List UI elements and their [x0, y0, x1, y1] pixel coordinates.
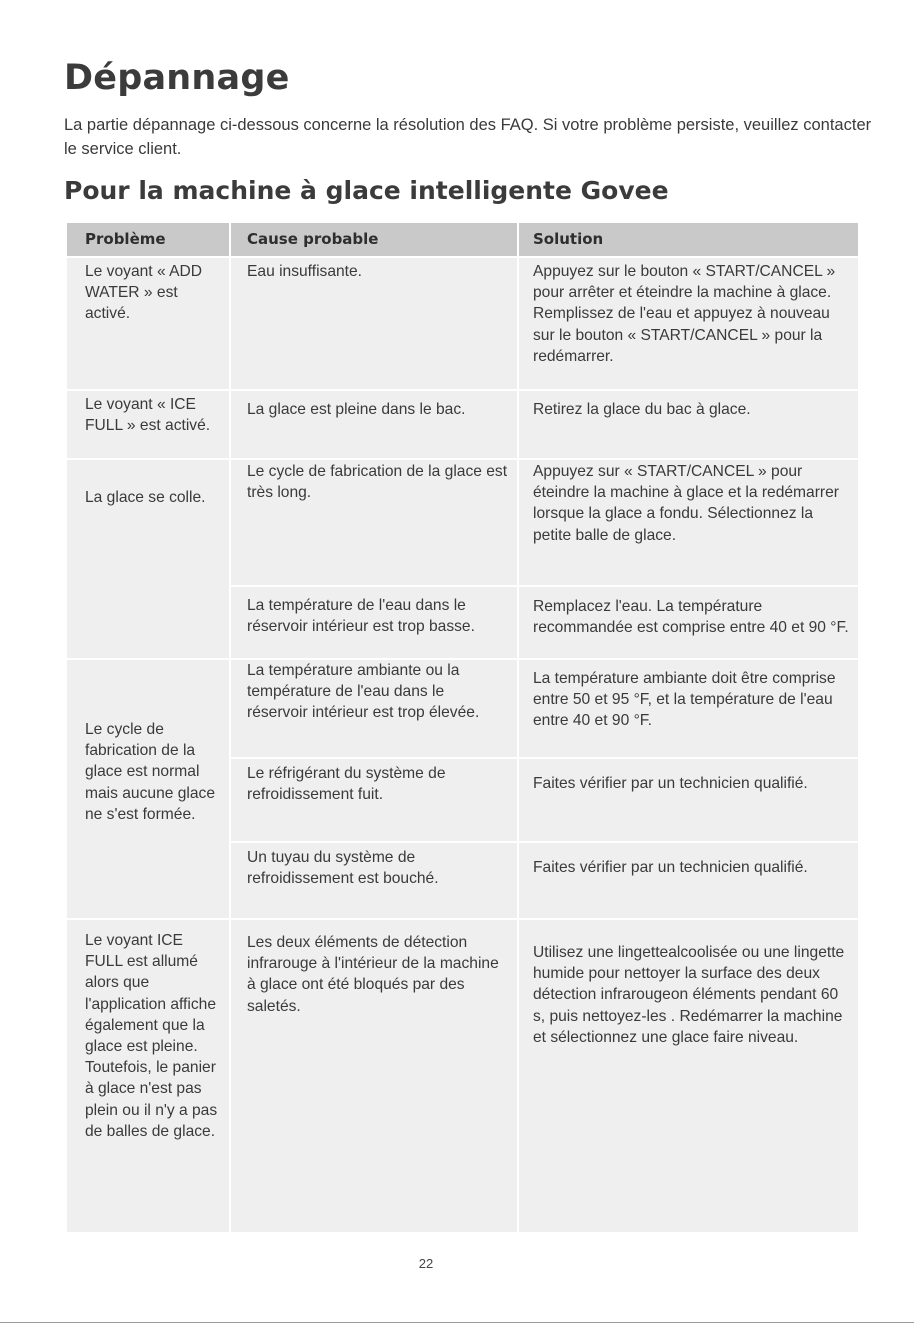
solution-cell: Appuyez sur le bouton « START/CANCEL » pour arrêter et éteindre la machine à glace. Remplissez de l'eau et appuyez à nouveau sur le bouton « START/CANCEL » pour la redémarrer.: [519, 258, 858, 389]
solution-cell: La température ambiante doit être comprise entre 50 et 95 °F, et la température de l'eau entre 40 et 90 °F.: [519, 660, 858, 757]
cause-cell: Un tuyau du système de refroidissement est bouché.: [231, 843, 517, 918]
problem-cell: Le voyant ICE FULL est allumé alors que l'application affiche également que la glace est pleine. Toutefois, le panier à glace n'est pas plein ou il n'y a pas de balles de glace.: [67, 920, 229, 1232]
problem-cell: Le cycle de fabrication de la glace est normal mais aucune glace ne s'est formée.: [67, 660, 229, 918]
solution-cell: Retirez la glace du bac à glace.: [519, 391, 858, 458]
solution-cell: Faites vérifier par un technicien qualifié.: [519, 843, 858, 918]
solution-cell: Utilisez une lingettealcoolisée ou une lingette humide pour nettoyer la surface des deux détection infrarougeon éléments pendant 60 s, puis nettoyez-les . Redémarrer la machine et sélectionnez une glace faire niveau.: [519, 920, 858, 1232]
problem-cell: Le voyant « ICE FULL » est activé.: [67, 391, 229, 458]
header-cause: Cause probable: [231, 223, 517, 256]
section-title: Pour la machine à glace intelligente Govee: [64, 176, 669, 205]
cause-cell: La température ambiante ou la température de l'eau dans le réservoir intérieur est trop élevée.: [231, 660, 517, 757]
solution-cell: Faites vérifier par un technicien qualifié.: [519, 759, 858, 841]
problem-cell: La glace se colle.: [67, 460, 229, 658]
page-title: Dépannage: [64, 58, 290, 98]
cause-cell: Le réfrigérant du système de refroidissement fuit.: [231, 759, 517, 841]
cause-cell: Eau insuffisante.: [231, 258, 517, 389]
problem-cell: Le voyant « ADD WATER » est activé.: [67, 258, 229, 389]
cause-cell: Le cycle de fabrication de la glace est très long.: [231, 460, 517, 585]
solution-cell: Remplacez l'eau. La température recommandée est comprise entre 40 et 90 °F.: [519, 587, 858, 658]
header-problem: Problème: [67, 223, 229, 256]
intro-paragraph: La partie dépannage ci-dessous concerne la résolution des FAQ. Si votre problème persiste, veuillez contacter le service client.: [64, 116, 872, 158]
cause-cell: La température de l'eau dans le réservoir intérieur est trop basse.: [231, 587, 517, 658]
header-solution: Solution: [519, 223, 858, 256]
bottom-divider: [0, 1322, 914, 1323]
solution-cell: Appuyez sur « START/CANCEL » pour éteindre la machine à glace et la redémarrer lorsque la glace a fondu. Sélectionnez la petite balle de glace.: [519, 460, 858, 585]
cause-cell: La glace est pleine dans le bac.: [231, 391, 517, 458]
page-number: 22: [418, 1256, 434, 1271]
cause-cell: Les deux éléments de détection infrarouge à l'intérieur de la machine à glace ont été bloqués par des saletés.: [231, 920, 517, 1232]
